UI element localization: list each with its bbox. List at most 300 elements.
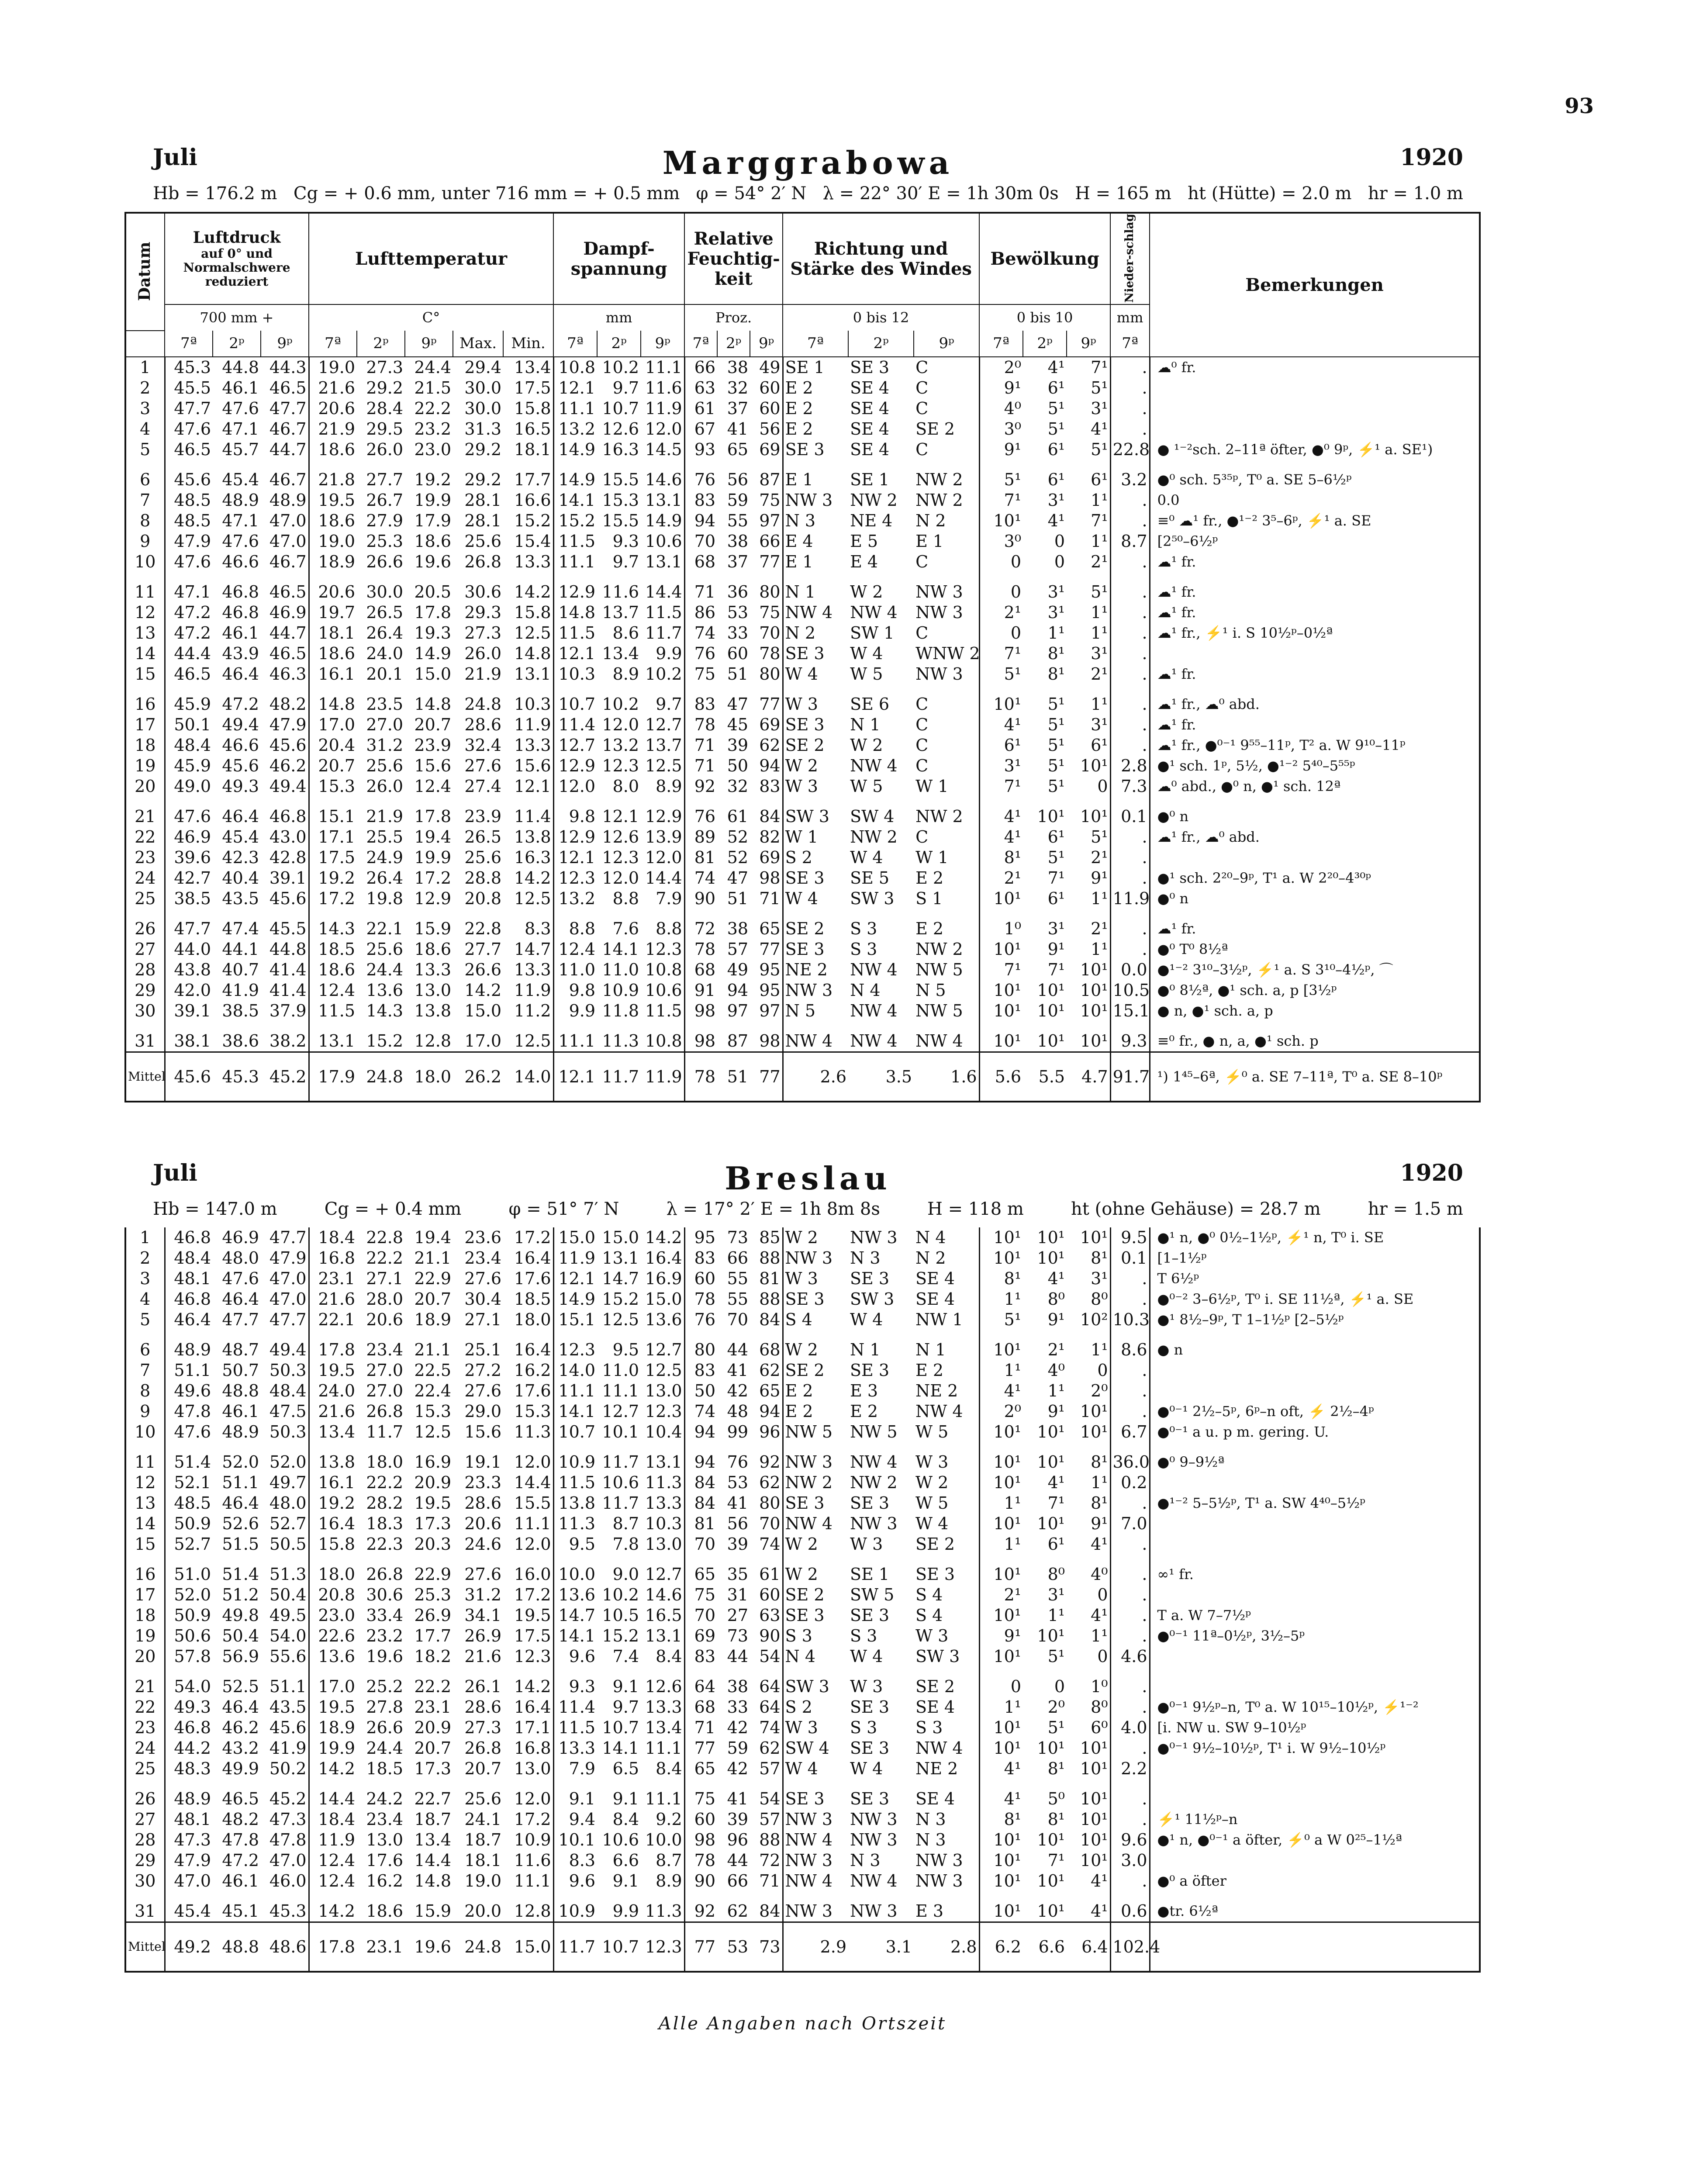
cell-value: 13.7 (645, 736, 682, 755)
cell-value: 9¹ (1047, 1310, 1065, 1329)
cell-value: 27.6 (464, 1381, 501, 1400)
cell-value: 12.4 (309, 1871, 357, 1891)
cell-value: 11.1 (514, 1871, 551, 1890)
cell-value: 19.9 (309, 1738, 357, 1759)
cell-value: 23.4 (366, 1810, 403, 1829)
cell-date: 31 (135, 1901, 156, 1921)
station-params (153, 183, 1463, 204)
cell-value: . (1110, 572, 1150, 602)
cell-value: . (1110, 1871, 1150, 1891)
cell-value: 47.1 (165, 572, 213, 602)
cell-value: 12.3 (645, 940, 682, 959)
cell-value: 75 (759, 603, 781, 622)
cell-remark (1150, 847, 1480, 868)
table-row (125, 1472, 1480, 1493)
cell-value: 31.2 (366, 736, 403, 755)
mean-value: 49.2 (165, 1922, 213, 1972)
cell-value: 39.1 (165, 1001, 213, 1021)
cell-value: 27.0 (366, 1381, 403, 1400)
cell-value: 16.5 (645, 1606, 682, 1625)
cell-value: . (1110, 1360, 1150, 1381)
cell-value: 14.8 (514, 644, 551, 663)
cell-value: 48.8 (222, 1381, 259, 1400)
cell-date: 6 (140, 1340, 151, 1359)
cell-value: 15.0 (553, 1227, 597, 1248)
cell-value: 22.2 (414, 399, 451, 418)
cell-value: 14.7 (553, 1605, 597, 1626)
cell-value: SW 3 (850, 1289, 895, 1309)
cell-value: NW 5 (783, 1422, 848, 1442)
cell-value: 4⁰ (1047, 1361, 1065, 1380)
cell-value: 30.4 (464, 1289, 501, 1309)
cell-value: 11.0 (602, 1361, 639, 1380)
cell-value: 0.6 (1110, 1891, 1150, 1922)
cell-value: 46.5 (269, 644, 307, 663)
cell-value: 71 (684, 572, 717, 602)
cell-value: 20.5 (414, 582, 451, 601)
cell-value: C (915, 623, 929, 643)
cell-remark: ●tr. 6½ª (1150, 1891, 1480, 1922)
cell-value: 74 (684, 1401, 717, 1422)
cell-value: 15.3 (514, 1402, 551, 1421)
cell-value: NW 3 (915, 664, 963, 684)
cell-value: 30.0 (464, 378, 501, 397)
cell-value: 18.1 (464, 1851, 501, 1870)
cell-value: 47.6 (165, 419, 213, 439)
cell-value: N 2 (915, 1248, 946, 1268)
cell-value: 14.3 (366, 1001, 403, 1020)
cell-remark: ●¹ sch. 2²⁰–9ᵖ, T¹ a. W 2²⁰–4³⁰ᵖ (1150, 868, 1480, 888)
cell-value: 7.6 (612, 919, 639, 938)
cell-value: 81 (684, 1514, 717, 1534)
cell-value: 13.8 (414, 1001, 451, 1020)
cell-value: 10¹ (1080, 960, 1108, 979)
cell-value: 61 (684, 398, 717, 419)
cell-value: 3⁰ (979, 419, 1023, 439)
cell-value: 49.3 (165, 1697, 213, 1717)
cell-value: 26.8 (464, 552, 501, 571)
cell-value: 17.1 (309, 827, 357, 847)
cell-value: 25.6 (366, 940, 403, 959)
cell-value: 8⁰ (1091, 1289, 1108, 1309)
cell-value: 13.6 (309, 1646, 357, 1667)
cell-value: W 2 (915, 1473, 949, 1492)
cell-value: 29.2 (464, 440, 501, 459)
cell-value: 19.9 (414, 848, 451, 867)
mean-value: 2.8 (914, 1922, 979, 1972)
mean-value: 6.2 (979, 1922, 1023, 1972)
cell-value: 45.2 (269, 1789, 307, 1808)
cell-value: 7¹ (1047, 1851, 1065, 1870)
cell-value: 55 (727, 1269, 748, 1288)
cell-value: 19.0 (464, 1871, 501, 1890)
cell-value: . (1110, 490, 1150, 511)
cell-value: 65 (684, 1555, 717, 1585)
cell-value: 39.1 (269, 868, 307, 888)
obs-time: 9ᵖ (1067, 331, 1110, 357)
cell-value: 42 (727, 1381, 748, 1400)
cell-value: 16.5 (514, 419, 551, 439)
cell-value: 38.5 (165, 888, 213, 909)
cell-value: 27.0 (366, 715, 403, 734)
cell-value: 8¹ (979, 847, 1023, 868)
cell-value: 1¹ (1047, 1606, 1065, 1625)
cell-value: 50.7 (222, 1361, 259, 1380)
cell-value: 3¹ (1047, 1585, 1065, 1604)
cell-value: 19.5 (309, 1697, 357, 1717)
cell-value: 11.5 (645, 1001, 682, 1020)
cell-value: . (1110, 1555, 1150, 1585)
cell-value: 3¹ (1091, 399, 1108, 418)
table-row (125, 1310, 1480, 1330)
cell-value: 5¹ (979, 460, 1023, 490)
cell-value: 14.0 (553, 1360, 597, 1381)
cell-value: 25.5 (366, 827, 403, 847)
cell-value: 13.0 (414, 981, 451, 1000)
cell-value: 10¹ (1080, 1789, 1108, 1808)
mean-value: 73 (750, 1922, 783, 1972)
param: λ = 22° 30′ E = 1h 30m 0s (822, 183, 1059, 204)
cell-value: 12.7 (645, 715, 682, 734)
cell-value: 7.8 (612, 1534, 639, 1554)
cell-value: 46.5 (269, 582, 307, 601)
cell-value: 24.4 (366, 1738, 403, 1758)
cell-value: 16.4 (514, 1248, 551, 1268)
cell-value: S 4 (915, 1606, 943, 1625)
cell-value: 93 (684, 439, 717, 460)
mean-value: 17.9 (309, 1052, 357, 1102)
cell-value: 1¹ (979, 1697, 1023, 1717)
cell-date: 8 (140, 1381, 151, 1400)
cell-value: 28.2 (366, 1493, 403, 1513)
cell-date: 15 (135, 1534, 156, 1554)
mean-value: 45.6 (165, 1052, 213, 1102)
mean-value: 2.9 (783, 1922, 848, 1972)
unit-feuchte: Proz. (684, 304, 783, 331)
cell-value: 63 (684, 378, 717, 398)
cell-date: 19 (135, 1626, 156, 1645)
cell-value: 24.0 (366, 644, 403, 663)
cell-value: 44 (727, 1340, 748, 1359)
cell-value: SE 4 (915, 1697, 955, 1717)
table-row (125, 1401, 1480, 1422)
cell-value: 66 (727, 1248, 748, 1268)
cell-remark (1150, 1850, 1480, 1871)
cell-date: 17 (135, 715, 156, 734)
cell-value: 10¹ (1080, 1422, 1108, 1441)
cell-value: 27.4 (464, 777, 501, 796)
cell-value: 0 (1097, 777, 1108, 796)
cell-value: 26.0 (366, 777, 403, 796)
cell-value: NW 3 (915, 603, 963, 622)
cell-value: 32 (727, 777, 749, 796)
cell-value: 25.3 (414, 1585, 451, 1604)
cell-date: 4 (140, 1289, 151, 1309)
cell-value: 70 (727, 1310, 748, 1329)
cell-value: 47.4 (222, 919, 259, 938)
cell-value: SE 3 (783, 715, 848, 735)
cell-value: 9.9 (612, 1901, 639, 1921)
cell-value: 11.2 (514, 1001, 551, 1020)
cell-value: 46.5 (222, 1789, 259, 1808)
cell-value: W 4 (915, 1514, 949, 1533)
cell-value: 49.8 (222, 1606, 259, 1625)
cell-value: 20.3 (414, 1534, 451, 1554)
cell-value: SE 3 (783, 1289, 848, 1310)
cell-value: NW 3 (783, 1891, 848, 1922)
cell-value: 17.6 (514, 1269, 551, 1288)
cell-value: SW 1 (850, 623, 895, 643)
cell-value: 25.2 (366, 1677, 403, 1696)
cell-value: 15.8 (514, 399, 551, 418)
cell-value: 8.9 (656, 1871, 682, 1890)
mean-value: 11.7 (597, 1052, 641, 1102)
cell-value: 70 (759, 1514, 781, 1533)
cell-value: 11.7 (602, 1493, 639, 1513)
cell-value: 0 (979, 552, 1023, 572)
cell-value: 12.4 (553, 939, 597, 960)
cell-value: 13.6 (645, 1310, 682, 1329)
rows-marggrabowa (125, 357, 1480, 1102)
cell-remark (1150, 1360, 1480, 1381)
cell-value: 95 (759, 960, 781, 979)
cell-value: 19.2 (309, 868, 357, 888)
cell-value: 28.0 (366, 1289, 403, 1309)
cell-value: 12.3 (602, 848, 639, 867)
cell-value: 10.2 (602, 695, 639, 714)
obs-time: Max. (453, 331, 503, 357)
mean-remark: ¹) 1⁴⁵–6ª, ⚡⁰ a. SE 7–11ª, T⁰ a. SE 8–10ᵖ (1150, 1052, 1480, 1102)
cell-value: 19.2 (414, 470, 451, 489)
cell-value: 5¹ (1047, 736, 1065, 755)
cell-date: 12 (135, 1473, 156, 1492)
cell-value: SW 3 (915, 1647, 960, 1666)
obs-time: 7ª (783, 331, 848, 357)
cell-value: 37 (727, 552, 749, 571)
cell-value: 18.2 (414, 1647, 451, 1666)
cell-value: 49.3 (222, 777, 259, 796)
cell-value: W 4 (850, 1759, 883, 1778)
cell-value: 14.3 (309, 909, 357, 939)
cell-value: 4¹ (1047, 1269, 1065, 1288)
cell-value: 14.9 (414, 644, 451, 663)
col-feuchte: Relative Feuchtig-keit (684, 213, 783, 304)
cell-value: SE 2 (915, 1677, 955, 1696)
cell-date: 11 (135, 582, 156, 601)
cell-remark (1150, 1514, 1480, 1534)
col-nieder: Nieder-schlag (1110, 213, 1150, 304)
cell-value: 12.3 (602, 756, 639, 775)
cell-date: 28 (135, 1830, 156, 1849)
cell-value: 11.5 (645, 603, 682, 622)
cell-value: 47.6 (165, 552, 213, 572)
cell-value: 24.1 (464, 1810, 501, 1829)
cell-value: 12.7 (645, 1340, 682, 1359)
table-row (125, 1493, 1480, 1514)
param: Hb = 147.0 m (153, 1199, 277, 1219)
mean-value: 91.7 (1110, 1052, 1150, 1102)
cell-value: NW 3 (850, 1830, 898, 1849)
cell-value: E 2 (915, 1361, 943, 1380)
cell-value: NW 2 (850, 827, 898, 847)
cell-value: 77 (684, 1738, 717, 1759)
cell-value: 26.0 (366, 440, 403, 459)
cell-remark: ☁¹ fr., ●⁰⁻¹ 9⁵⁵–11ᵖ, T² a. W 9¹⁰–11ᵖ (1150, 735, 1480, 756)
cell-value: 14.2 (309, 1759, 357, 1779)
cell-value: 19.4 (414, 1228, 451, 1247)
cell-value: S 4 (915, 1585, 943, 1604)
cell-value: 20.1 (366, 664, 403, 684)
mean-value: 18.0 (405, 1052, 453, 1102)
cell-value: 11.6 (602, 582, 639, 601)
mean-value: 102.4 (1110, 1922, 1150, 1972)
mean-value: 19.6 (405, 1922, 453, 1972)
cell-value: 4.6 (1110, 1646, 1150, 1667)
cell-value: 12.0 (645, 848, 682, 867)
cell-value: 15.6 (414, 756, 451, 775)
cell-value: 17.8 (414, 603, 451, 622)
mean-value: 15.0 (503, 1922, 553, 1972)
obs-time: 9ᵖ (641, 331, 684, 357)
cell-value: 56 (727, 1514, 748, 1533)
cell-remark: ●¹ n, ●⁰⁻¹ a öfter, ⚡⁰ a W 0²⁵–1½ª (1150, 1830, 1480, 1850)
mean-value: 48.8 (213, 1922, 261, 1972)
mean-row (125, 1052, 1480, 1102)
table-row (125, 1555, 1480, 1585)
cell-remark: ☁¹ fr. (1150, 602, 1480, 623)
cell-value: 15.5 (602, 511, 639, 530)
cell-value: 40.7 (222, 960, 259, 979)
cell-value: 83 (684, 490, 717, 511)
cell-value: 1⁰ (979, 909, 1023, 939)
cell-value: W 2 (783, 1227, 848, 1248)
cell-value: W 5 (850, 664, 883, 684)
param: Hb = 176.2 m (153, 183, 277, 204)
cell-value: NW 3 (850, 1514, 898, 1533)
cell-remark: ☁¹ fr. (1150, 715, 1480, 735)
table-row (125, 357, 1480, 378)
mean-value: 5.5 (1023, 1052, 1067, 1102)
cell-value: 12.9 (553, 572, 597, 602)
cell-value: 47.8 (222, 1830, 259, 1849)
cell-value: 8.9 (612, 664, 639, 684)
cell-value: W 4 (850, 1310, 883, 1329)
cell-value: W 2 (783, 756, 848, 776)
cell-value: 46.7 (269, 470, 307, 489)
cell-value: 41.9 (269, 1738, 307, 1758)
cell-value: 15.0 (645, 1289, 682, 1309)
cell-value: 8⁰ (1091, 1697, 1108, 1717)
cell-value: 10¹ (1080, 807, 1108, 826)
cell-value: 3¹ (1047, 491, 1065, 510)
cell-value: 19.6 (414, 552, 451, 571)
cell-value: 43.2 (222, 1738, 259, 1758)
table-row (125, 664, 1480, 684)
cell-value: NW 5 (850, 1422, 898, 1441)
cell-value: 16.0 (514, 1565, 551, 1584)
cell-value: 12.6 (602, 419, 639, 439)
cell-date: 23 (135, 848, 156, 867)
cell-value: 14.1 (553, 1401, 597, 1422)
cell-value: 72 (759, 1851, 781, 1870)
cell-value: W 4 (783, 888, 848, 909)
cell-value: SE 3 (783, 1605, 848, 1626)
table-row (125, 1227, 1480, 1248)
col-bew: Bewölkung (979, 213, 1110, 304)
cell-value: 28.1 (464, 511, 501, 530)
cell-value: 48 (727, 1402, 748, 1421)
cell-value: 0 (979, 623, 1023, 643)
mean-value: 5.6 (979, 1052, 1023, 1102)
cell-value: 14.2 (514, 582, 551, 601)
cell-value: 52.0 (269, 1452, 307, 1472)
cell-remark (1150, 378, 1480, 398)
table-row (125, 623, 1480, 643)
cell-value: 12.5 (602, 1310, 639, 1329)
cell-remark: ☁¹ fr., ☁⁰ abd. (1150, 684, 1480, 715)
cell-value: W 4 (783, 1759, 848, 1779)
cell-value: 9.3 (553, 1667, 597, 1697)
cell-value: 47.7 (269, 1228, 307, 1247)
cell-value: 12.3 (514, 1647, 551, 1666)
cell-value: 46.8 (165, 1289, 213, 1310)
cell-value: W 2 (850, 736, 883, 755)
cell-value: 13.4 (309, 1422, 357, 1442)
cell-value: 47.0 (269, 511, 307, 530)
col-wind: Richtung und Stärke des Windes (783, 213, 979, 304)
cell-value: 24.4 (366, 960, 403, 979)
mean-value: 24.8 (357, 1052, 405, 1102)
cell-value: 76 (684, 643, 717, 664)
cell-value: 74 (684, 623, 717, 643)
cell-remark: ●⁰ T⁰ 8½ª (1150, 939, 1480, 960)
cell-value: 75 (684, 1779, 717, 1809)
cell-value: 10.9 (602, 981, 639, 1000)
cell-value: 96 (727, 1830, 748, 1849)
cell-value: 22.4 (414, 1381, 451, 1400)
cell-value: 10.1 (602, 1422, 639, 1441)
cell-value: 1¹ (1047, 623, 1065, 643)
cell-value: 17.5 (514, 1626, 551, 1645)
cell-value: 20.9 (414, 1718, 451, 1737)
cell-value: 19.4 (414, 827, 451, 847)
cell-value: 19.1 (464, 1452, 501, 1472)
cell-date: 25 (135, 889, 156, 908)
table-row (125, 1289, 1480, 1310)
cell-value: 63 (759, 1606, 781, 1625)
cell-value: 81 (759, 1269, 781, 1288)
cell-value: 25.6 (366, 756, 403, 775)
cell-value: 5¹ (1047, 756, 1065, 775)
cell-value: 13.1 (602, 1248, 639, 1268)
cell-value: 13.4 (645, 1718, 682, 1737)
cell-value: 27.1 (366, 1269, 403, 1288)
cell-value: 23.5 (366, 695, 403, 714)
cell-value: NW 3 (783, 1809, 848, 1830)
cell-value: 14.4 (514, 1473, 551, 1492)
cell-date: 19 (135, 756, 156, 775)
cell-value: SE 3 (783, 1779, 848, 1809)
cell-date: 18 (135, 736, 156, 755)
cell-value: 46.8 (165, 1717, 213, 1738)
table-row (125, 1738, 1480, 1759)
cell-value: NW 3 (850, 1901, 898, 1921)
cell-remark: [2⁵⁰–6½ᵖ (1150, 531, 1480, 552)
cell-value: W 3 (915, 1452, 949, 1472)
cell-value: 11.1 (602, 1381, 639, 1400)
cell-value: NW 5 (915, 1001, 963, 1020)
table-row (125, 1697, 1480, 1717)
